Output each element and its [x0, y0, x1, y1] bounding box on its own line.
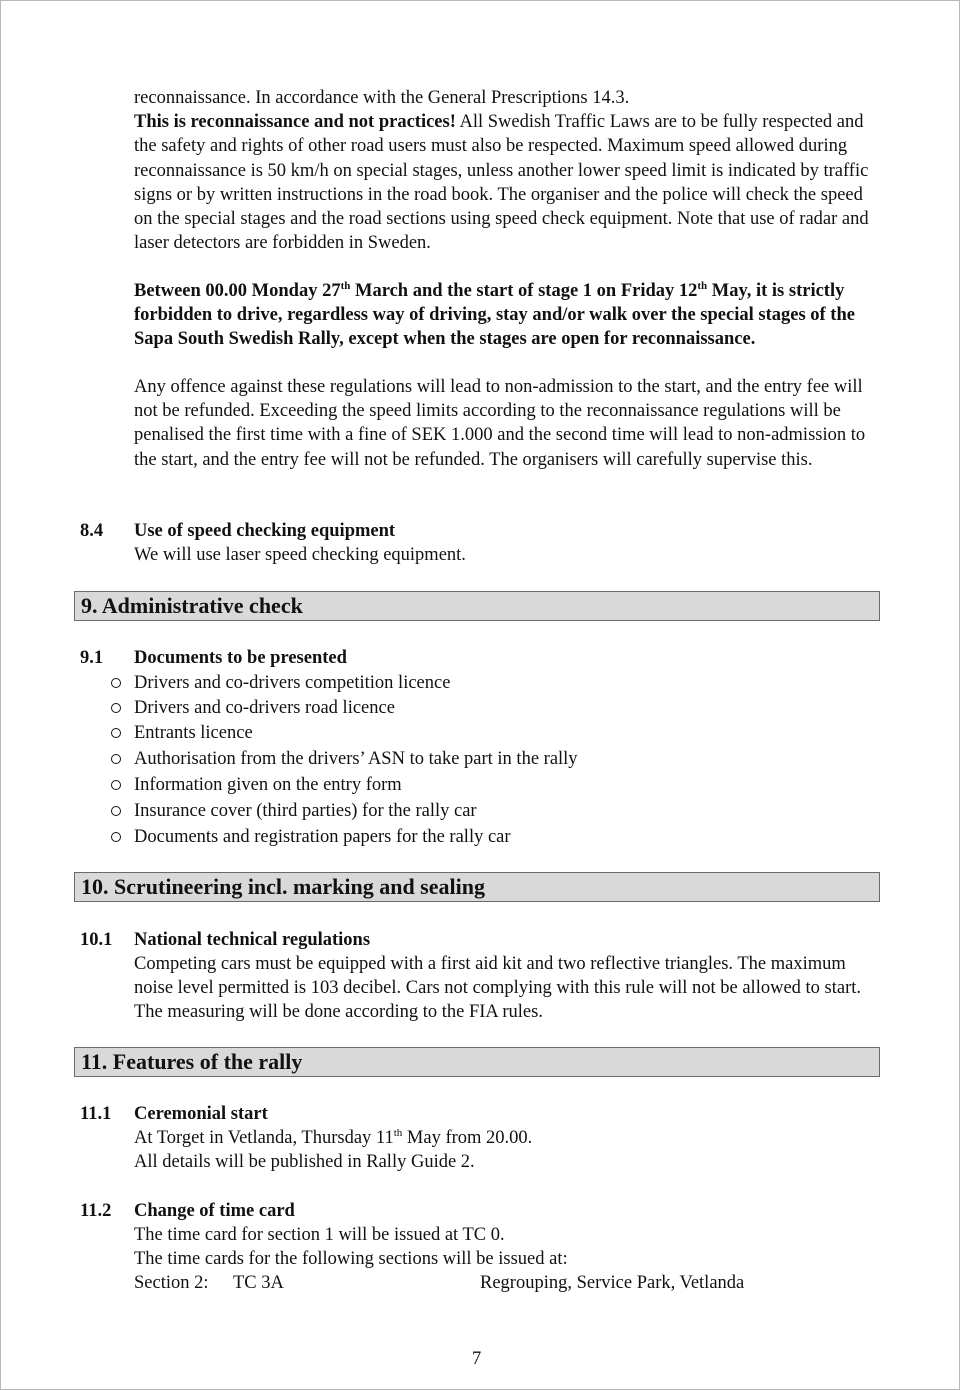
heading-10: 10. Scrutineering incl. marking and sealing — [81, 874, 485, 899]
bullet-icon — [111, 678, 121, 688]
time-card-row-desc: Regrouping, Service Park, Vetlanda — [480, 1273, 745, 1293]
recon-text2: Any offence against these regulations will lead to non-admission to the start, and the entry fee will not be refunded. Exceeding the speed limits according to the reconnaissance regulations will be penalised the first time with a fine of SEK 1.000 and the second time will lead to non-admission to the start, and the entry fee will not be refunded. The organisers will carefully supervise this. — [134, 377, 866, 470]
recon-paragraph — [134, 86, 869, 255]
bullet-icon — [111, 832, 121, 842]
recon-text1: All Swedish Traffic Laws are to be fully respected and the safety and rights of other road users must also be respected. Maximum speed allowed during reconnaissance is 50 km/h on special stages, unless another lower speed limit is indicated by traffic signs or by written instructions in the road book. The organiser and the police will check the speed on the special stages and the road sections using speed check equipment. Note that use of radar and laser detectors are forbidden in Sweden. — [134, 112, 869, 254]
recon-bold-warning: This is reconnaissance and not practices! — [134, 112, 456, 133]
document-item-text: Insurance cover (third parties) for the rally car — [134, 801, 477, 821]
bullet-icon — [111, 806, 121, 816]
document-item-text: Drivers and co-drivers road licence — [134, 698, 395, 718]
section-11-1-number: 11.1 — [80, 1104, 112, 1124]
section-8-4-text: We will use laser speed checking equipment. — [134, 545, 466, 565]
document-list-item — [108, 670, 843, 696]
time-card-line-2: The time cards for the following sections will be issued at: — [134, 1249, 568, 1269]
document-item-text: Drivers and co-drivers competition licence — [134, 673, 451, 693]
document-item-text: Authorisation from the drivers’ ASN to take part in the rally — [134, 749, 578, 769]
heading-band-11 — [74, 1047, 880, 1077]
section-10-1-text: Competing cars must be equipped with a first aid kit and two reflective triangles. The maximum noise level permitted is 103 decibel. Cars not complying with this rule will not be allowed to start. The measuring will be done according to the FIA rules. — [134, 954, 862, 1023]
time-card-row-section: Section 2: — [134, 1273, 209, 1293]
ceremonial-start-line — [134, 1126, 532, 1150]
document-list-item — [108, 824, 843, 850]
time-card-line-1: The time card for section 1 will be issued at TC 0. — [134, 1225, 505, 1245]
document-item-text: Entrants licence — [134, 723, 253, 743]
document-list-item — [108, 746, 843, 772]
prohibition-part-a: Between 00.00 Monday 27 — [134, 281, 341, 301]
recon-line1: reconnaissance. In accordance with the General Prescriptions 14.3. — [134, 88, 630, 108]
bullet-icon — [111, 754, 121, 764]
prohibition-part-b: March and the start of stage 1 on Friday 12 — [350, 281, 698, 301]
heading-band-9 — [74, 591, 880, 621]
section-9-1-title: Documents to be presented — [134, 648, 347, 668]
section-10-1-number: 10.1 — [80, 930, 113, 950]
ceremonial-text-b: May from 20.00. — [402, 1128, 533, 1148]
prohibition-sup-2: th — [697, 279, 708, 292]
prohibition-sup-1: th — [340, 279, 351, 292]
section-8-4-number: 8.4 — [80, 521, 104, 541]
ceremonial-sup: th — [393, 1126, 403, 1139]
document-item-text: Information given on the entry form — [134, 775, 402, 795]
section-11-1-title: Ceremonial start — [134, 1104, 268, 1124]
section-11-2-number: 11.2 — [80, 1201, 112, 1221]
heading-band-10 — [74, 872, 880, 902]
ceremonial-text-a: At Torget in Vetlanda, Thursday 11 — [134, 1128, 394, 1148]
recon-bold-prohibition — [134, 279, 869, 352]
document-item-text: Documents and registration papers for the rally car — [134, 827, 511, 847]
section-9-1-number: 9.1 — [80, 648, 104, 668]
section-10-1-title: National technical regulations — [134, 930, 371, 950]
document-list-item — [108, 695, 843, 721]
document-list-item — [108, 772, 843, 798]
heading-9: 9. Administrative check — [81, 593, 303, 618]
prohibition-part-c: May, it is strictly forbidden to drive, regardless way of driving, stay and/or walk over the special stages of the Sapa South Swedish Rally, except when the stages are open for reconnaissance. — [134, 281, 855, 350]
bullet-icon — [111, 728, 121, 738]
rally-guide-line: All details will be published in Rally Guide 2. — [134, 1152, 475, 1172]
section-11-2-title: Change of time card — [134, 1201, 295, 1221]
recon-penalty-paragraph — [134, 375, 869, 472]
bullet-icon — [111, 703, 121, 713]
document-list-item — [108, 798, 843, 824]
page-number: 7 — [472, 1349, 482, 1369]
bullet-icon — [111, 780, 121, 790]
section-8-4-title: Use of speed checking equipment — [134, 521, 396, 541]
heading-11: 11. Features of the rally — [81, 1049, 303, 1074]
time-card-row-tc: TC 3A — [233, 1273, 284, 1293]
document-list-item — [108, 720, 843, 746]
